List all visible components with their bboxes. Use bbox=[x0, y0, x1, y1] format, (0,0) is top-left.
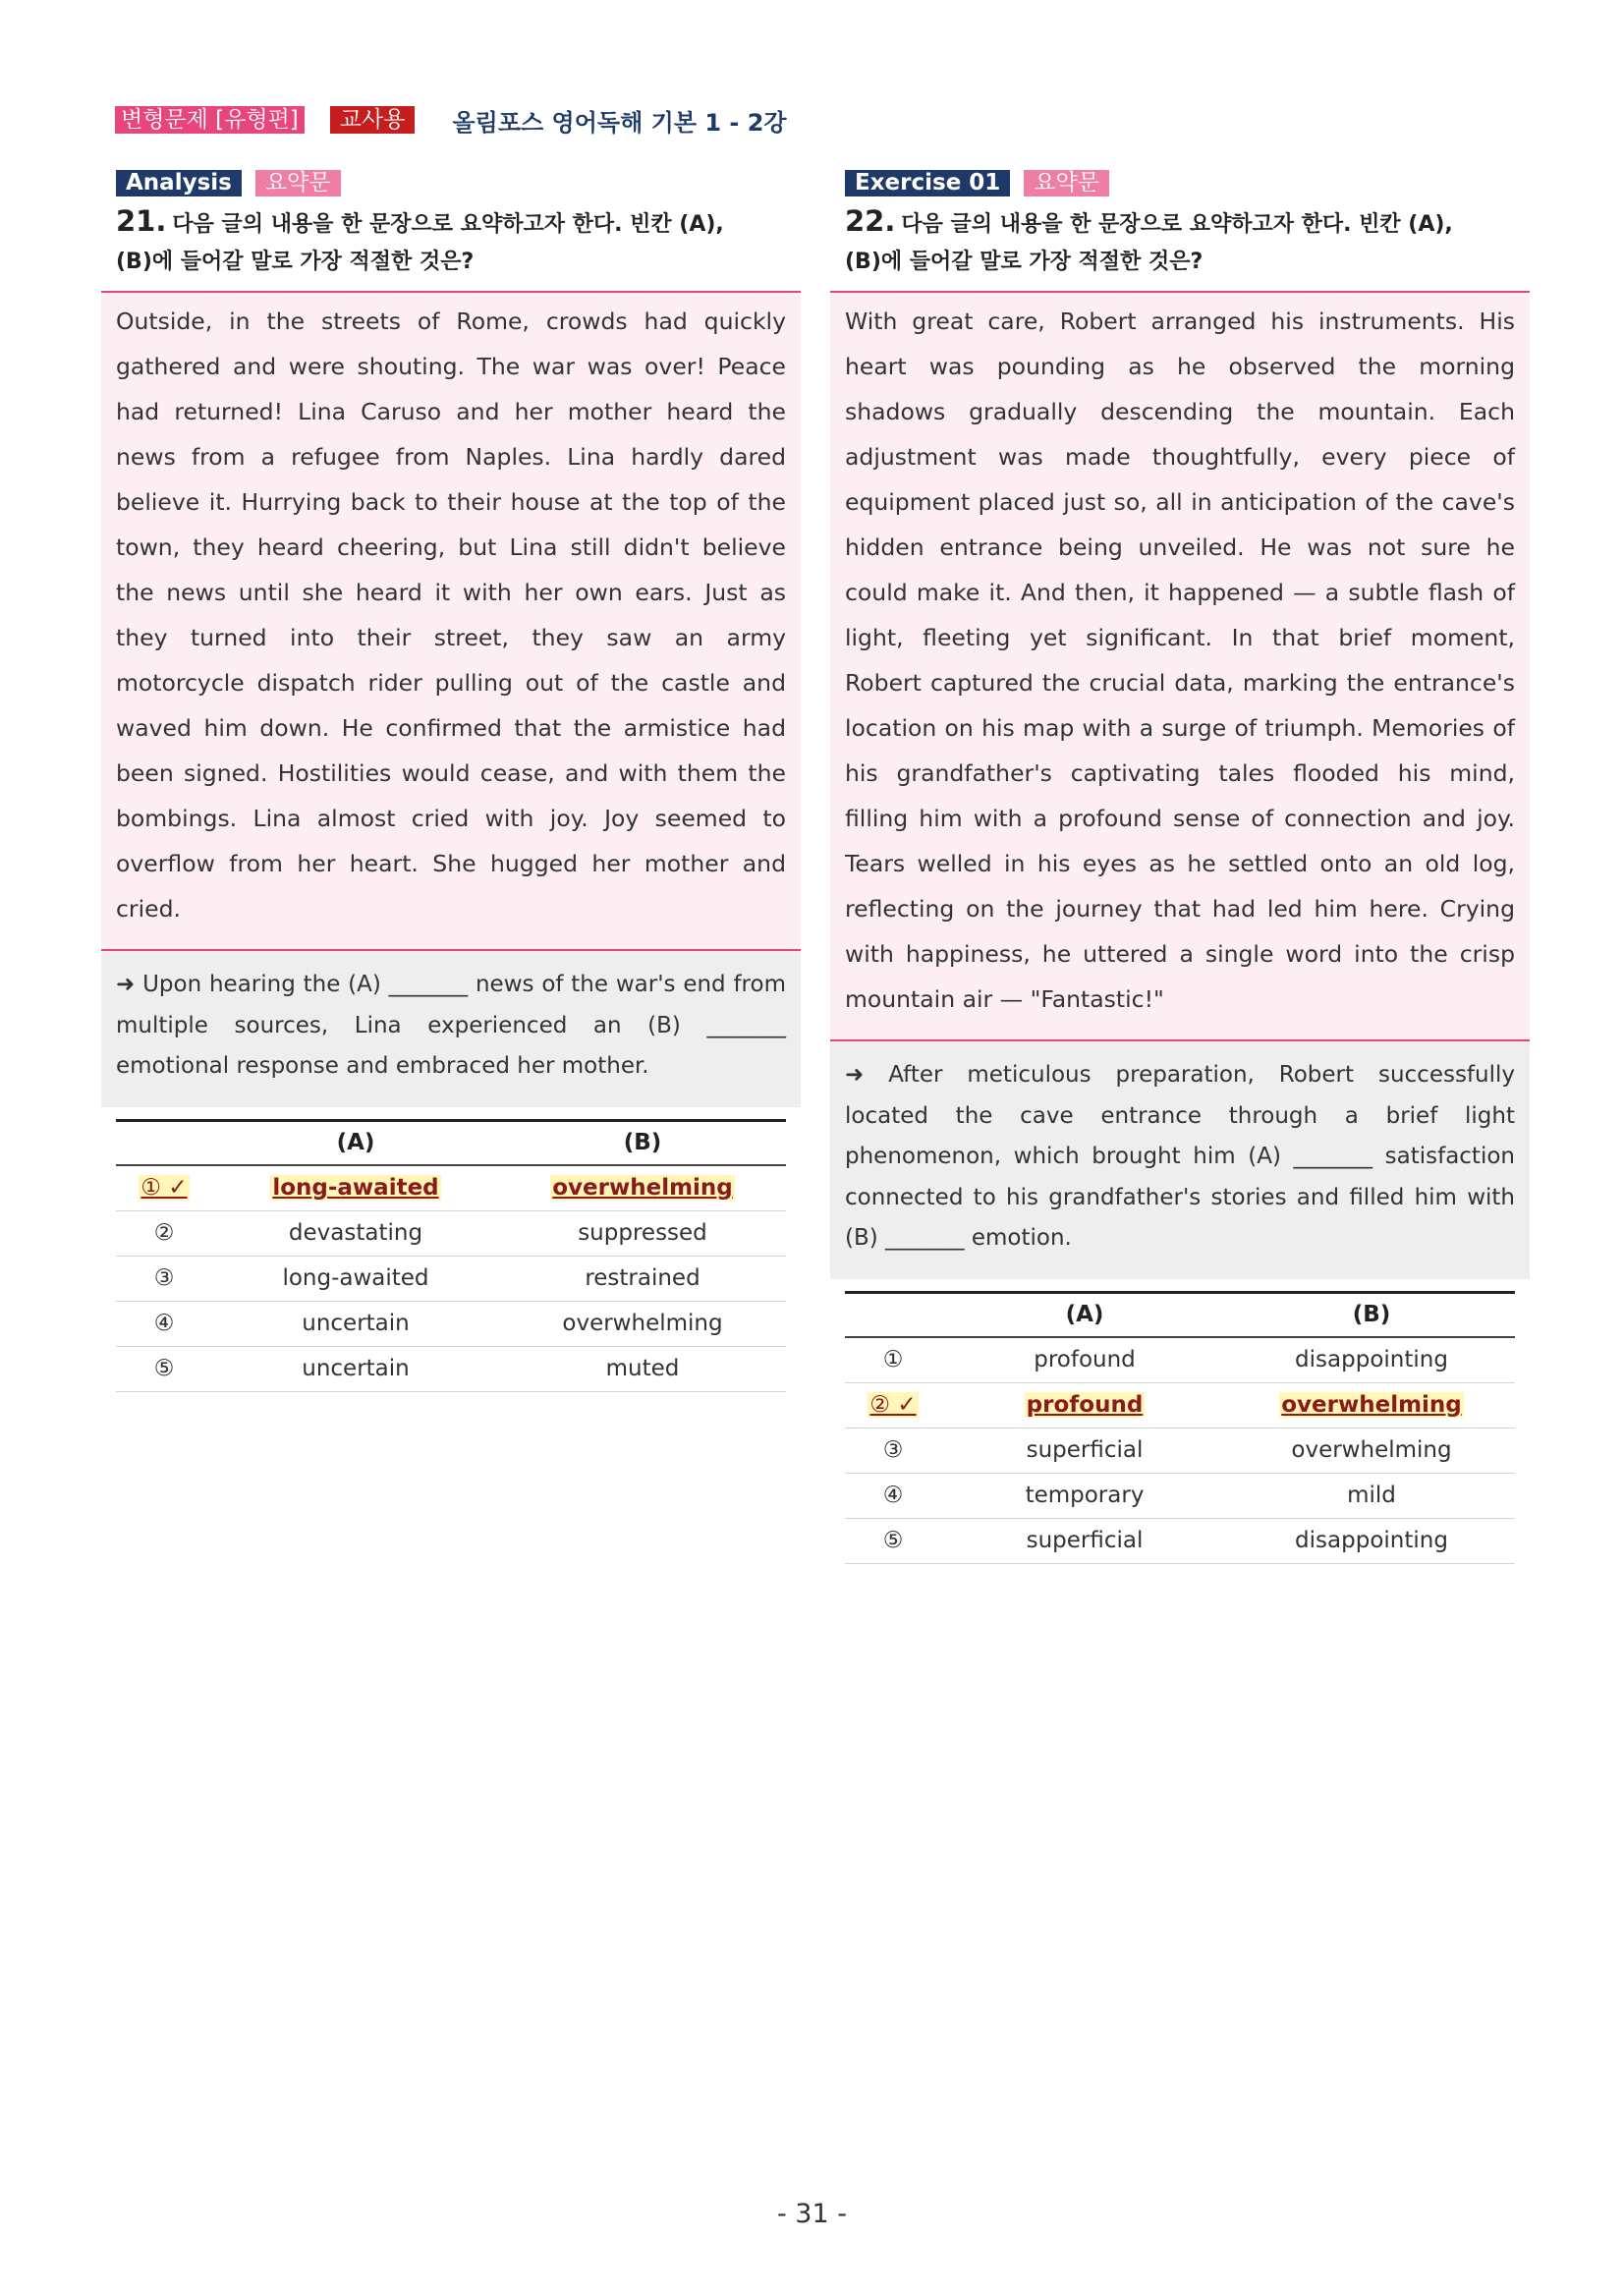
choice-number: ③ bbox=[116, 1256, 212, 1301]
choice-b: disappointing bbox=[1228, 1337, 1515, 1382]
choice-number: ④ bbox=[116, 1301, 212, 1346]
question-line-1: 다음 글의 내용을 한 문장으로 요약하고자 한다. 빈칸 (A), bbox=[901, 212, 1453, 237]
choice-b: overwhelming bbox=[1228, 1382, 1515, 1428]
choice-b: disappointing bbox=[1228, 1518, 1515, 1563]
choice-b: overwhelming bbox=[499, 1301, 786, 1346]
choice-number: ① bbox=[845, 1337, 941, 1382]
choice-a: superficial bbox=[941, 1428, 1228, 1473]
question-line-2: (B)에 들어갈 말로 가장 적절한 것은? bbox=[116, 250, 475, 274]
choice-row-5[interactable] bbox=[116, 1346, 786, 1391]
choice-a: profound bbox=[941, 1337, 1228, 1382]
choice-b: muted bbox=[499, 1346, 786, 1391]
question-number: 21. bbox=[116, 204, 167, 238]
page-title: 올림포스 영어독해 기본 1 - 2강 bbox=[452, 108, 787, 137]
choice-row-3[interactable] bbox=[845, 1428, 1515, 1473]
choices-header-row bbox=[845, 1292, 1515, 1337]
page-number: - 31 - bbox=[776, 2199, 847, 2229]
passage-text: With great care, Robert arranged his instruments. His heart was pounding as he observed the morning shadows gradually descending the mountain. Each adjustment was made thoughtfully, every piece of equipment placed just so, all in anticipation of the cave's hidden entrance being unveiled. He was not sure he could make it. And then, it happened — a subtle flash of light, fleeting yet significant. In that brief moment, Robert captured the crucial data, marking the entrance's location on his map with a surge of triumph. Memories of his grandfather's captivating tales flooded his mind, filling him with a profound sense of connection and joy. Tears welled in his eyes as he settled onto an old log, reflecting on the journey that had led him here. Crying with happiness, he uttered a single word into the crisp mountain air — "Fantastic!" bbox=[845, 308, 1515, 1013]
summary-box bbox=[830, 1041, 1530, 1279]
choice-number: ① ✓ bbox=[116, 1165, 212, 1210]
page-header bbox=[115, 105, 787, 135]
passage-text: Outside, in the streets of Rome, crowds had quickly gathered and were shouting. The war was over! Peace had returned! Lina Caruso and her mother heard the news from a refugee from Naples. Lina hardly dared believe it. Hurrying back to their house at the top of the town, they heard cheering, but Lina still didn't believe the news until she heard it with her own ears. Just as they turned into their street, they saw an army motorcycle dispatch rider pulling out of the castle and waved him down. He confirmed that the armistice had been signed. Hostilities would cease, and with them the bombings. Lina almost cried with joy. Joy seemed to overflow from her heart. She hugged her mother and cried. bbox=[116, 308, 786, 923]
choice-a: uncertain bbox=[212, 1301, 499, 1346]
choice-row-1[interactable] bbox=[845, 1337, 1515, 1382]
choice-number: ③ bbox=[845, 1428, 941, 1473]
choice-number: ② bbox=[116, 1210, 212, 1256]
choice-row-2[interactable] bbox=[845, 1382, 1515, 1428]
choice-a: temporary bbox=[941, 1473, 1228, 1518]
choice-row-1[interactable] bbox=[116, 1165, 786, 1210]
choice-a: superficial bbox=[941, 1518, 1228, 1563]
choices-table bbox=[116, 1119, 786, 1392]
choices-header-num bbox=[845, 1292, 941, 1337]
choices-header-b: (B) bbox=[1228, 1292, 1515, 1337]
choice-row-2[interactable] bbox=[116, 1210, 786, 1256]
choice-b: overwhelming bbox=[1228, 1428, 1515, 1473]
summary-type-label: 요약문 bbox=[255, 170, 341, 196]
choice-row-5[interactable] bbox=[845, 1518, 1515, 1563]
choice-b: mild bbox=[1228, 1473, 1515, 1518]
choice-b: restrained bbox=[499, 1256, 786, 1301]
choice-row-3[interactable] bbox=[116, 1256, 786, 1301]
choice-a: devastating bbox=[212, 1210, 499, 1256]
choice-a: long-awaited bbox=[212, 1256, 499, 1301]
passage-box bbox=[101, 291, 801, 951]
passage-box bbox=[830, 291, 1530, 1041]
choice-number: ⑤ bbox=[845, 1518, 941, 1563]
summary-text: ➜ Upon hearing the (A) _______ news of the war's end from multiple sources, Lina experienced an (B) _______ emotional response and embraced her mother. bbox=[116, 972, 786, 1079]
label-row bbox=[845, 169, 1530, 196]
question-number: 22. bbox=[845, 204, 896, 238]
choices-header-a: (A) bbox=[941, 1292, 1228, 1337]
choices-header-num bbox=[116, 1120, 212, 1165]
choice-row-4[interactable] bbox=[845, 1473, 1515, 1518]
question-prompt bbox=[845, 202, 1523, 281]
summary-text: ➜ After meticulous preparation, Robert successfully located the cave entrance through a brief light phenomenon, which brought him (A) _______ satisfaction connected to his grandfather's stories and filled him with (B) _______ emotion. bbox=[845, 1062, 1515, 1251]
choice-row-4[interactable] bbox=[116, 1301, 786, 1346]
question-22-column bbox=[830, 169, 1530, 1564]
choices-header-a: (A) bbox=[212, 1120, 499, 1165]
choices-table bbox=[845, 1291, 1515, 1564]
choices-header-row bbox=[116, 1120, 786, 1165]
choice-a: long-awaited bbox=[212, 1165, 499, 1210]
summary-box bbox=[101, 951, 801, 1107]
question-line-1: 다음 글의 내용을 한 문장으로 요약하고자 한다. 빈칸 (A), bbox=[172, 212, 724, 237]
choice-number: ④ bbox=[845, 1473, 941, 1518]
choices-header-b: (B) bbox=[499, 1120, 786, 1165]
choice-a: profound bbox=[941, 1382, 1228, 1428]
choice-number: ② ✓ bbox=[845, 1382, 941, 1428]
label-row bbox=[116, 169, 801, 196]
type-tag: 변형문제 [유형편] bbox=[115, 106, 305, 134]
choice-a: uncertain bbox=[212, 1346, 499, 1391]
choice-number: ⑤ bbox=[116, 1346, 212, 1391]
question-prompt bbox=[116, 202, 794, 281]
teacher-tag: 교사용 bbox=[330, 106, 416, 134]
summary-type-label: 요약문 bbox=[1024, 170, 1109, 196]
question-21-column bbox=[101, 169, 801, 1392]
analysis-label: Analysis bbox=[116, 170, 242, 196]
choice-b: overwhelming bbox=[499, 1165, 786, 1210]
choice-b: suppressed bbox=[499, 1210, 786, 1256]
exercise-label: Exercise 01 bbox=[845, 170, 1010, 196]
question-line-2: (B)에 들어갈 말로 가장 적절한 것은? bbox=[845, 250, 1204, 274]
